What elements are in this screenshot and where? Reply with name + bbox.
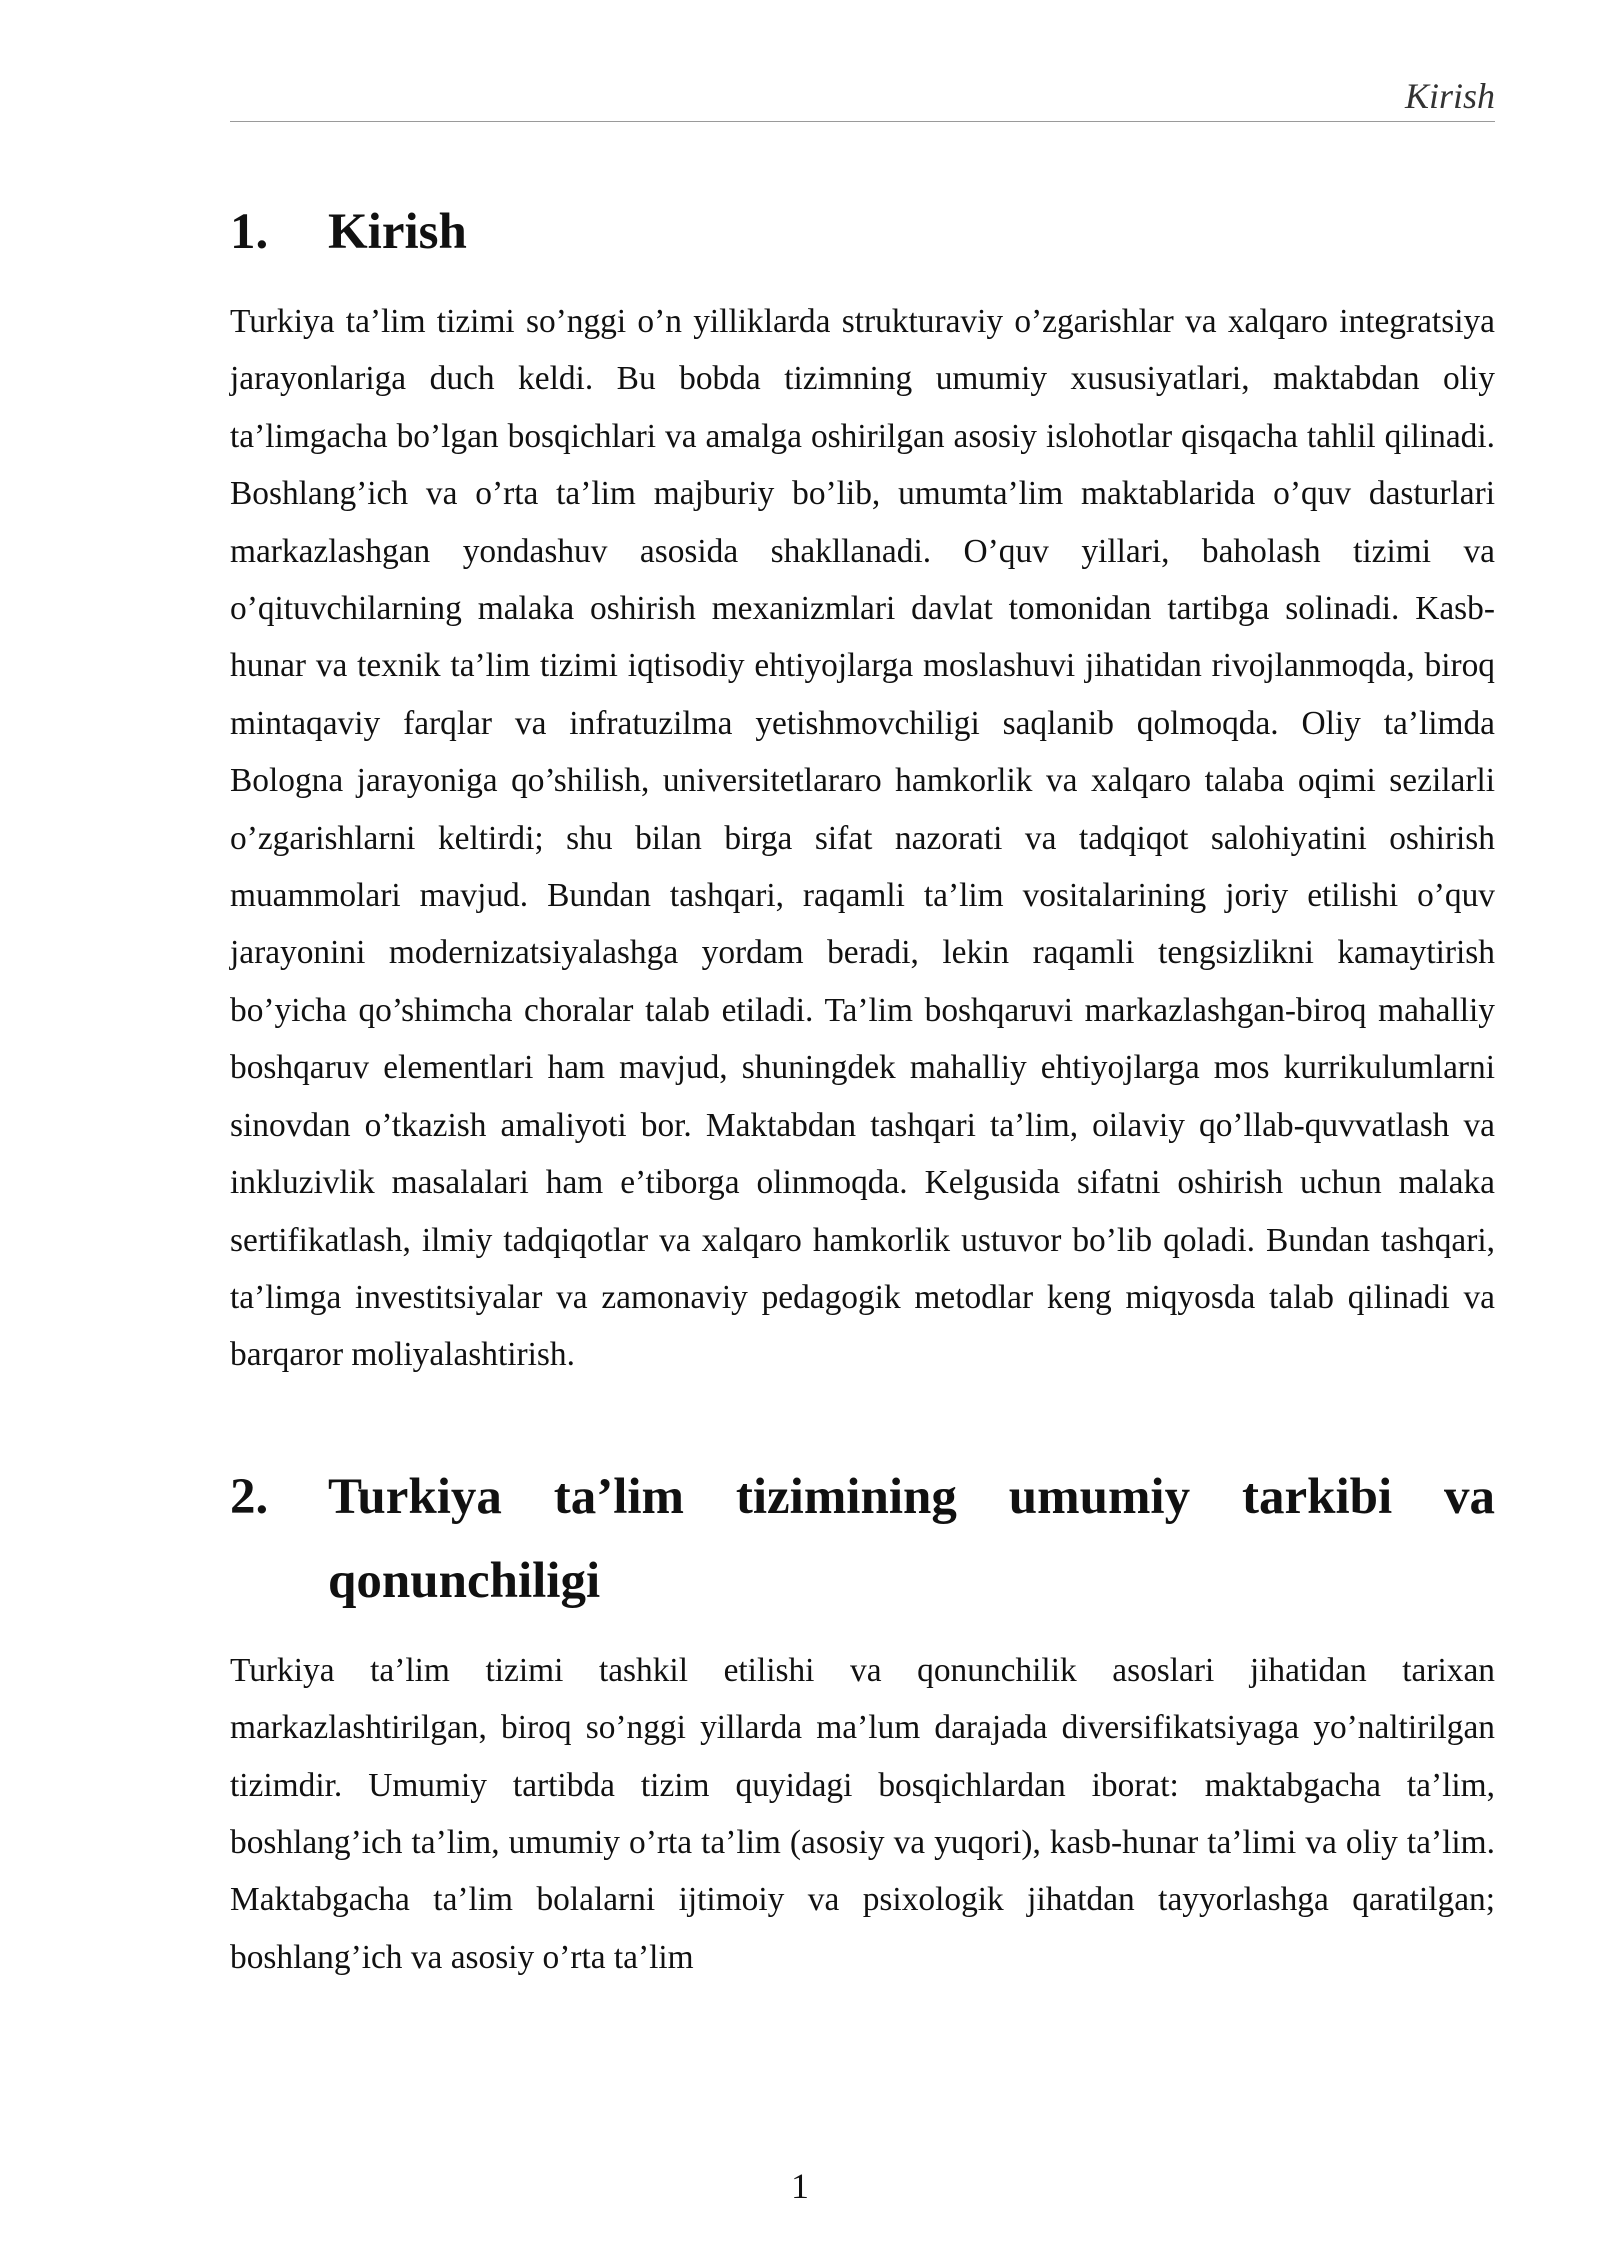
section-2-paragraph: Turkiya ta’lim tizimi tashkil etilishi va qonunchilik asoslari jihatidan tarixan markazlashtirilgan, biroq so’nggi yillarda ma’lum darajada diversifikatsiyaga yo’naltirilgan tizimdir. Umumiy tartibda tizim quyidagi bosqichlardan iborat: maktabgacha ta’lim, boshlang’ich ta’lim, umumiy o’rta ta’lim (asosiy va yuqori), kasb-hunar ta’limi va oliy ta’lim. Maktabgacha ta’lim bolalarni ijtimoiy va psixologik jihatdan tayyorlashga qaratilgan; boshlang’ich va asosiy o’rta ta’lim (230, 1651, 1495, 1976)
page-number: 1 (791, 2166, 809, 2206)
page-content (230, 190, 1495, 1986)
section-number: 1. (230, 204, 269, 260)
section-heading-2 (230, 1455, 1495, 1623)
section-heading-1 (230, 190, 1495, 274)
section-title: Kirish (328, 204, 467, 260)
section-1-paragraph: Turkiya ta’lim tizimi so’nggi o’n yilliklarda strukturaviy o’zgarishlar va xalqaro integratsiya jarayonlariga duch keldi. Bu bobda tizimning umumiy xususiyatlari, maktabdan oliy ta’limgacha bo’lgan bosqichlari va amalga oshirilgan asosiy islohotlar qisqacha tahlil qilinadi. Boshlang’ich va o’rta ta’lim majburiy bo’lib, umumta’lim maktablarida o’quv dasturlari markazlashgan yondashuv asosida shakllanadi. O’quv yillari, baholash tizimi va o’qituvchilarning malaka oshirish mexanizmlari davlat tomonidan tartibga solinadi. Kasb-hunar va texnik ta’lim tizimi iqtisodiy ehtiyojlarga moslashuvi jihatidan rivojlanmoqda, biroq mintaqaviy farqlar va infratuzilma yetishmovchiligi saqlanib qolmoqda. Oliy ta’limda Bologna jarayoniga qo’shilish, universitetlararo hamkorlik va xalqaro talaba oqimi sezilarli o’zgarishlarni keltirdi; shu bilan birga sifat nazorati va tadqiqot salohiyatini oshirish muammolari mavjud. Bundan tashqari, raqamli ta’lim vositalarining joriy etilishi o’quv jarayonini modernizatsiyalashga yordam beradi, lekin raqamli tengsizlikni kamaytirish bo’yicha qo’shimcha choralar talab etiladi. Ta’lim boshqaruvi markazlashgan-biroq mahalliy boshqaruv elementlari ham mavjud, shuningdek mahalliy ehtiyojlarga mos kurrikulumlarni sinovdan o’tkazish amaliyoti bor. Maktabdan tashqari ta’lim, oilaviy qo’llab-quvvatlash va inkluzivlik masalalari ham e’tiborga olinmoqda. Kelgusida sifatni oshirish uchun malaka sertifikatlash, ilmiy tadqiqotlar va xalqaro hamkorlik ustuvor bo’lib qoladi. Bundan tashqari, ta’limga investitsiyalar va zamonaviy pedagogik metodlar keng miqyosda talab qilinadi va barqaror moliyalashtirish. (230, 303, 1495, 1374)
header-rule (230, 121, 1495, 122)
section-title: Turkiya ta’lim tizimining umumiy tarkibi va qonunchiligi (328, 1468, 1495, 1609)
running-header: Kirish (1404, 76, 1495, 116)
section-number: 2. (230, 1468, 269, 1525)
